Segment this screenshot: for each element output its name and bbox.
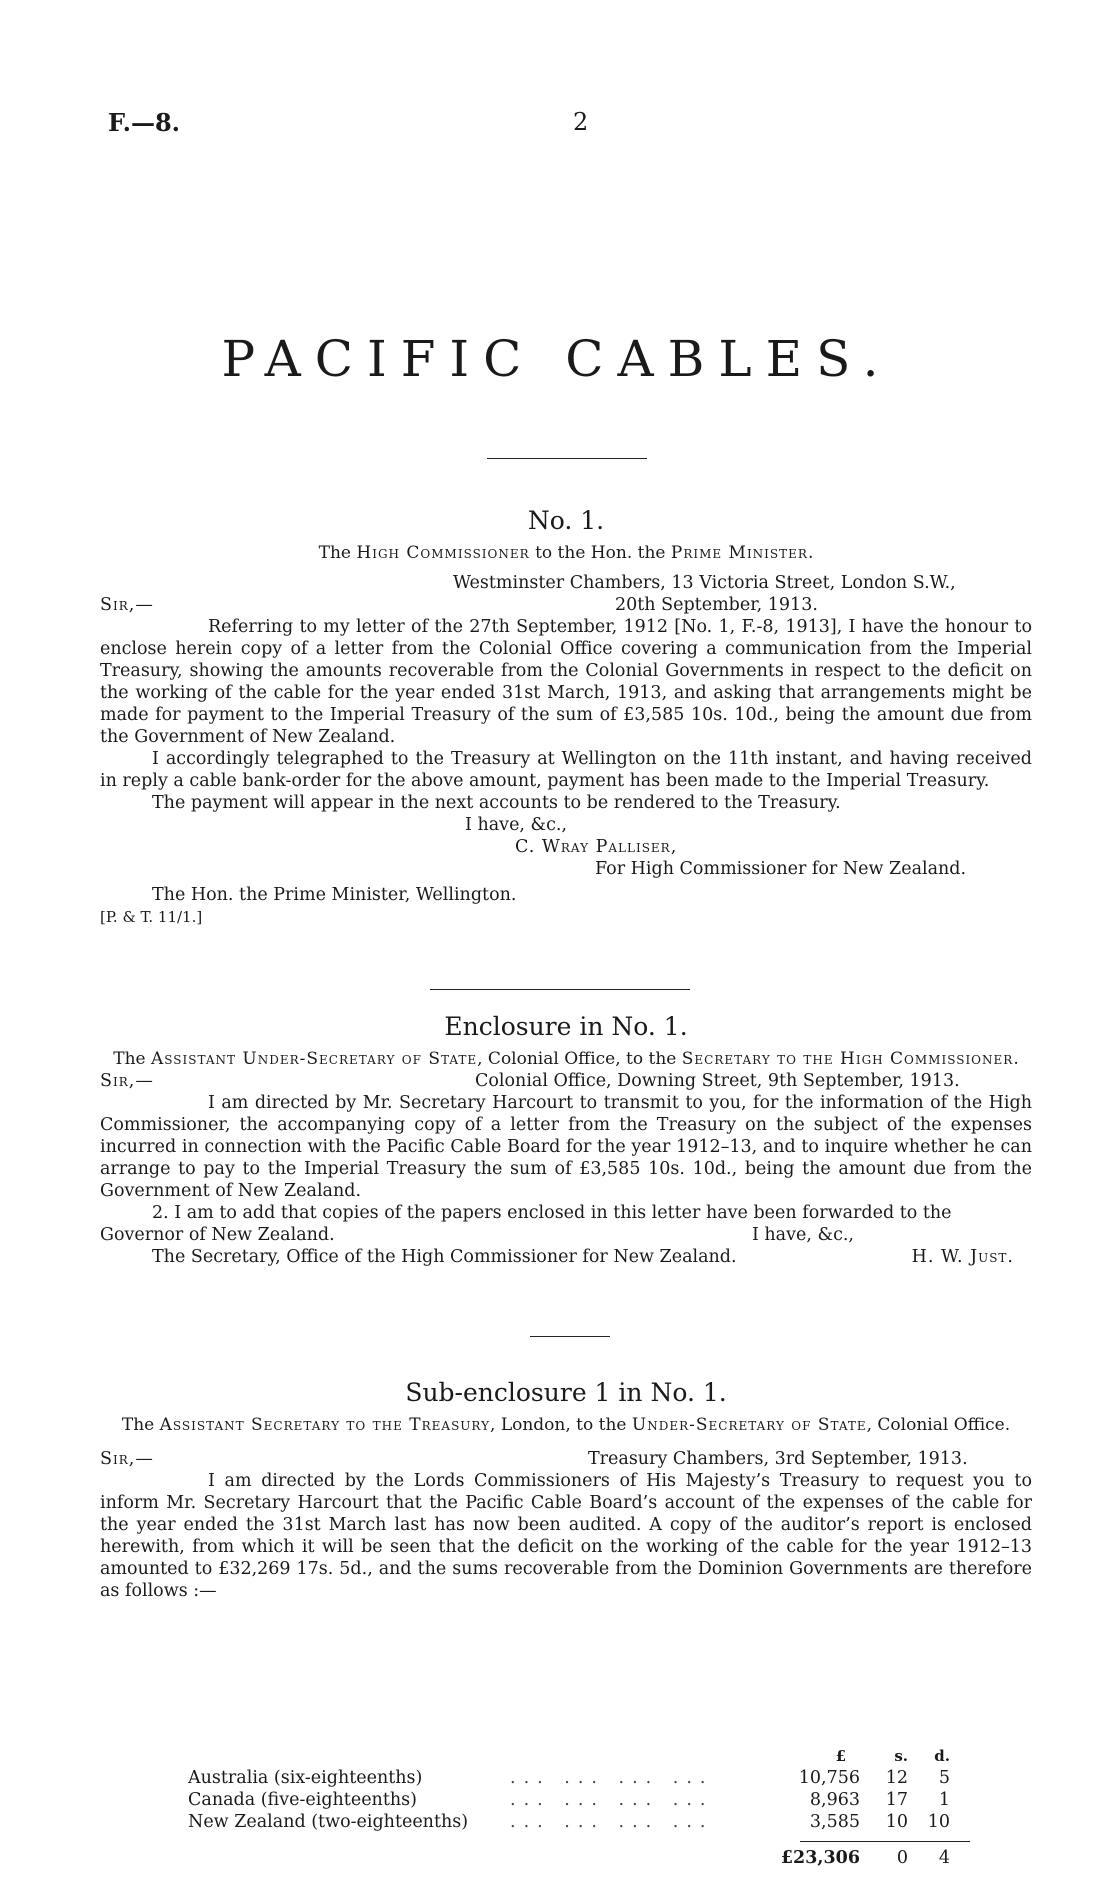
enclosure-subtitle-prefix: The bbox=[113, 1049, 152, 1069]
row-pounds: 10,756 bbox=[798, 1768, 860, 1788]
table-row bbox=[180, 1789, 970, 1811]
no1-closing: I have, &c., bbox=[465, 815, 568, 835]
enclosure-closing: I have, &c., bbox=[751, 1225, 854, 1245]
row-pounds: 8,963 bbox=[809, 1790, 860, 1810]
table-row bbox=[180, 1767, 970, 1789]
no1-subtitle-prefix: The bbox=[318, 543, 357, 563]
subenclosure-paragraph-1: I am directed by the Lords Commissioners of His Majesty’s Treasury to request you to inform Mr. Secretary Harcourt that the Pacific Cable Board’s account of the expenses of the cable for the year ended the 31st March last has now been audited. A copy of the auditor’s report is enclosed herewith, from which it will be seen that the deficit on the working of the cable for the year 1912–13 amounted to £32,269 17s. 5d., and the sums recoverable from the Dominion Governments are therefore as follows :— bbox=[100, 1471, 1032, 1601]
paper-reference: F.—8. bbox=[108, 108, 181, 137]
no1-signatory: C. Wray Palliser, bbox=[515, 837, 678, 857]
enclosure-subtitle-mid: , Colonial Office, to the bbox=[477, 1049, 682, 1069]
table-total-row bbox=[180, 1847, 970, 1869]
section-divider-1 bbox=[430, 989, 690, 990]
header-pence: d. bbox=[934, 1747, 950, 1765]
row-pence: 1 bbox=[938, 1790, 950, 1810]
subenclosure-sender: Assistant Secretary to the Treasury bbox=[159, 1415, 491, 1435]
row-shillings: 10 bbox=[885, 1812, 908, 1832]
enclosure-addressee-row bbox=[100, 1246, 1032, 1268]
subenclosure-salutation: Sir,— bbox=[100, 1449, 154, 1469]
subenclosure-date-line: Treasury Chambers, 3rd September, 1913. bbox=[588, 1449, 968, 1469]
enclosure-recipient: Secretary to the High Commissioner bbox=[681, 1049, 1014, 1069]
no1-paragraph-1: Referring to my letter of the 27th September, 1912 [No. 1, F.-8, 1913], I have the honour to enclose herein copy of a letter from the Colonial Office covering a communication from the Imperial Treasury, showing the amounts recoverable from the Colonial Governments in respect to the deficit on the working of the cable for the year ended 31st March, 1913, and asking that arrangements might be made for payment to the Imperial Treasury of the sum of £3,585 10s. 10d., being the amount due from the Government of New Zealand. bbox=[100, 617, 1032, 747]
row-shillings: 12 bbox=[885, 1768, 908, 1788]
section-divider-2 bbox=[530, 1336, 610, 1337]
subenclosure-no1 bbox=[100, 1378, 1032, 1602]
enclosure-addressee: The Secretary, Office of the High Commissioner for New Zealand. bbox=[152, 1247, 737, 1267]
no1-heading: No. 1. bbox=[527, 506, 605, 535]
row-label: Australia (six-eighteenths) bbox=[188, 1768, 423, 1788]
letter-no1 bbox=[100, 506, 1032, 928]
row-pence: 5 bbox=[938, 1768, 950, 1788]
total-pence: 4 bbox=[938, 1848, 950, 1868]
no1-sender: High Commissioner bbox=[356, 543, 530, 563]
no1-salutation: Sir,— bbox=[100, 595, 154, 615]
no1-file-reference: [P. & T. 11/1.] bbox=[100, 908, 203, 926]
enclosure-no1 bbox=[100, 1012, 1032, 1268]
subenclosure-heading: Sub-enclosure 1 in No. 1. bbox=[405, 1378, 727, 1407]
no1-paragraph-3: The payment will appear in the next accounts to be rendered to the Treasury. bbox=[152, 793, 841, 813]
table-header-row bbox=[180, 1745, 970, 1767]
page-header bbox=[108, 108, 1006, 138]
subenclosure-salutation-row bbox=[100, 1448, 1032, 1470]
total-rule-row bbox=[180, 1833, 970, 1847]
no1-recipient: Prime Minister bbox=[670, 543, 808, 563]
enclosure-salutation-row bbox=[100, 1070, 1032, 1092]
row-pence: 10 bbox=[927, 1812, 950, 1832]
enclosure-heading: Enclosure in No. 1. bbox=[444, 1012, 688, 1041]
row-shillings: 17 bbox=[885, 1790, 908, 1810]
total-rule bbox=[800, 1841, 970, 1842]
row-label: New Zealand (two-eighteenths) bbox=[188, 1812, 469, 1832]
subenclosure-recipient: Under-Secretary of State bbox=[631, 1415, 867, 1435]
enclosure-sender: Assistant Under-Secretary of State bbox=[151, 1049, 478, 1069]
enclosure-subtitle bbox=[100, 1048, 1032, 1070]
page-number: 2 bbox=[573, 108, 589, 136]
subenclosure-subtitle bbox=[100, 1414, 1032, 1436]
table-row bbox=[180, 1811, 970, 1833]
row-leader-dots: ... ... ... ... bbox=[510, 1790, 714, 1810]
row-pounds: 3,585 bbox=[809, 1812, 860, 1832]
no1-addressee: The Hon. the Prime Minister, Wellington. bbox=[152, 885, 517, 905]
enclosure-paragraph-1: I am directed by Mr. Secretary Harcourt to transmit to you, for the information of the High Commissioner, the accompanying copy of a letter from the Treasury on the subject of the expenses incurred in connection with the Pacific Cable Board for the year 1912–13, and to inquire whether he can arrange to pay to the Imperial Treasury the sum of £3,585 10s. 10d., being the amount due from the Government of New Zealand. bbox=[100, 1093, 1032, 1201]
row-leader-dots: ... ... ... ... bbox=[510, 1768, 714, 1788]
subenclosure-subtitle-end: , Colonial Office. bbox=[866, 1415, 1011, 1435]
row-leader-dots: ... ... ... ... bbox=[510, 1812, 714, 1832]
total-pounds: £23,306 bbox=[780, 1848, 860, 1868]
no1-paragraph-2: I accordingly telegraphed to the Treasury at Wellington on the 11th instant, and having received in reply a cable bank-order for the above amount, payment has been made to the Imperial Treasury. bbox=[100, 749, 1032, 791]
enclosure-subtitle-end: . bbox=[1013, 1049, 1019, 1069]
no1-subtitle-end: . bbox=[807, 543, 814, 563]
no1-subtitle-mid: to the Hon. the bbox=[529, 543, 671, 563]
no1-address-line1: Westminster Chambers, 13 Victoria Street, London S.W., bbox=[453, 573, 956, 593]
enclosure-paragraph-2: 2. I am to add that copies of the papers enclosed in this letter have been forwarded to the bbox=[152, 1203, 952, 1223]
enclosure-salutation: Sir,— bbox=[100, 1071, 154, 1091]
no1-salutation-row bbox=[100, 594, 1032, 616]
total-shillings: 0 bbox=[896, 1848, 908, 1868]
no1-address-line2: 20th September, 1913. bbox=[615, 595, 818, 615]
title-divider bbox=[487, 458, 647, 459]
subenclosure-subtitle-mid: , London, to the bbox=[490, 1415, 632, 1435]
subenclosure-subtitle-prefix: The bbox=[121, 1415, 160, 1435]
enclosure-date-line: Colonial Office, Downing Street, 9th September, 1913. bbox=[475, 1071, 960, 1091]
header-shillings: s. bbox=[894, 1747, 908, 1765]
enclosure-paragraph-2-tail-row bbox=[100, 1224, 1032, 1246]
enclosure-paragraph-2-tail: Governor of New Zealand. bbox=[100, 1225, 335, 1245]
no1-subtitle bbox=[100, 542, 1032, 564]
sums-recoverable-table bbox=[180, 1745, 970, 1869]
row-label: Canada (five-eighteenths) bbox=[188, 1790, 417, 1810]
enclosure-signatory: H. W. Just. bbox=[911, 1247, 1014, 1267]
no1-signatory-title: For High Commissioner for New Zealand. bbox=[595, 859, 967, 879]
header-pounds: £ bbox=[835, 1747, 846, 1765]
page-title: PACIFIC CABLES. bbox=[221, 330, 893, 388]
